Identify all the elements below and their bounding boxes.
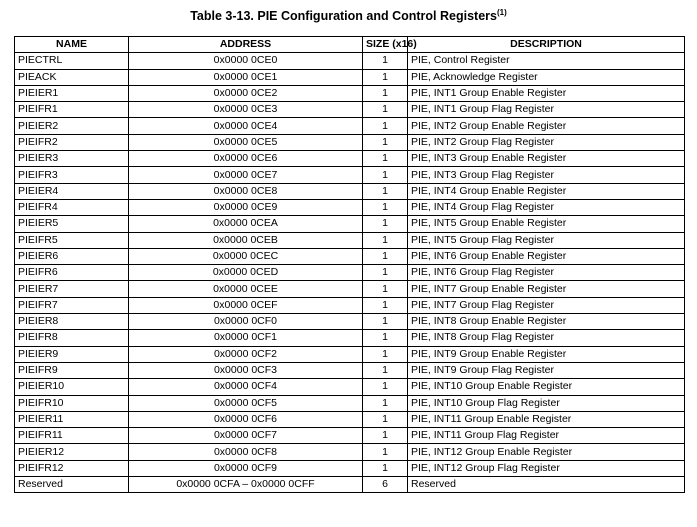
cell-size: 1 (363, 102, 408, 118)
cell-description: PIE, INT8 Group Enable Register (408, 314, 685, 330)
cell-name: PIEIER7 (15, 281, 129, 297)
cell-size: 1 (363, 330, 408, 346)
cell-name: PIEIFR10 (15, 395, 129, 411)
cell-address: 0x0000 0CE7 (129, 167, 363, 183)
cell-name: PIEACK (15, 69, 129, 85)
cell-address: 0x0000 0CEB (129, 232, 363, 248)
cell-name: PIEIER3 (15, 151, 129, 167)
table-row (15, 183, 685, 199)
cell-address: 0x0000 0CE2 (129, 85, 363, 101)
column-header-size: SIZE (x16) (363, 37, 408, 53)
table-row (15, 232, 685, 248)
cell-name: PIEIFR6 (15, 265, 129, 281)
cell-description: PIE, INT12 Group Enable Register (408, 444, 685, 460)
column-header-address: ADDRESS (129, 37, 363, 53)
table-row (15, 428, 685, 444)
cell-name: PIEIFR4 (15, 199, 129, 215)
cell-name: PIEIFR2 (15, 134, 129, 150)
cell-name: PIEIFR11 (15, 428, 129, 444)
cell-size: 1 (363, 297, 408, 313)
cell-name: PIEIER11 (15, 411, 129, 427)
cell-name: PIEIER1 (15, 85, 129, 101)
cell-name: PIEIER6 (15, 248, 129, 264)
table-row (15, 167, 685, 183)
cell-size: 1 (363, 281, 408, 297)
table-row (15, 314, 685, 330)
cell-description: PIE, INT4 Group Enable Register (408, 183, 685, 199)
cell-size: 1 (363, 314, 408, 330)
cell-address: 0x0000 0CEF (129, 297, 363, 313)
cell-size: 1 (363, 167, 408, 183)
table-row (15, 346, 685, 362)
cell-description: PIE, Acknowledge Register (408, 69, 685, 85)
cell-address: 0x0000 0CE3 (129, 102, 363, 118)
cell-name: PIEIER12 (15, 444, 129, 460)
cell-description: PIE, INT3 Group Enable Register (408, 151, 685, 167)
table-caption (0, 8, 697, 24)
cell-size: 1 (363, 216, 408, 232)
cell-name: PIEIFR12 (15, 460, 129, 476)
cell-description: PIE, INT10 Group Flag Register (408, 395, 685, 411)
cell-address: 0x0000 0CE6 (129, 151, 363, 167)
cell-name: PIEIER8 (15, 314, 129, 330)
cell-size: 1 (363, 395, 408, 411)
table-row (15, 460, 685, 476)
cell-description: PIE, INT1 Group Flag Register (408, 102, 685, 118)
footnote-reference: (1) (496, 7, 507, 17)
cell-name: PIEIFR1 (15, 102, 129, 118)
cell-description: Reserved (408, 477, 685, 493)
cell-name: PIEIER2 (15, 118, 129, 134)
cell-name: Reserved (15, 477, 129, 493)
header-row (15, 37, 685, 53)
table-row (15, 281, 685, 297)
cell-name: PIEIFR9 (15, 362, 129, 378)
cell-address: 0x0000 0CE5 (129, 134, 363, 150)
cell-address: 0x0000 0CE4 (129, 118, 363, 134)
cell-size: 1 (363, 428, 408, 444)
table-row (15, 69, 685, 85)
table-row (15, 444, 685, 460)
table-row (15, 216, 685, 232)
cell-address: 0x0000 0CF8 (129, 444, 363, 460)
cell-size: 1 (363, 248, 408, 264)
cell-description: PIE, INT11 Group Enable Register (408, 411, 685, 427)
cell-name: PIEIFR7 (15, 297, 129, 313)
cell-description: PIE, INT5 Group Enable Register (408, 216, 685, 232)
cell-size: 1 (363, 134, 408, 150)
cell-description: PIE, INT2 Group Enable Register (408, 118, 685, 134)
cell-size: 1 (363, 199, 408, 215)
cell-size: 1 (363, 444, 408, 460)
cell-address: 0x0000 0CE0 (129, 53, 363, 69)
cell-size: 1 (363, 265, 408, 281)
cell-address: 0x0000 0CF5 (129, 395, 363, 411)
cell-size: 6 (363, 477, 408, 493)
cell-address: 0x0000 0CF6 (129, 411, 363, 427)
cell-address: 0x0000 0CF7 (129, 428, 363, 444)
table-row (15, 118, 685, 134)
cell-size: 1 (363, 346, 408, 362)
table-row (15, 134, 685, 150)
cell-description: PIE, INT2 Group Flag Register (408, 134, 685, 150)
cell-description: PIE, INT7 Group Flag Register (408, 297, 685, 313)
cell-description: PIE, INT9 Group Flag Register (408, 362, 685, 378)
cell-name: PIEIER9 (15, 346, 129, 362)
cell-size: 1 (363, 379, 408, 395)
cell-address: 0x0000 0CF3 (129, 362, 363, 378)
cell-address: 0x0000 0CE8 (129, 183, 363, 199)
cell-address: 0x0000 0CF1 (129, 330, 363, 346)
cell-name: PIEIFR5 (15, 232, 129, 248)
cell-description: PIE, INT9 Group Enable Register (408, 346, 685, 362)
table-row (15, 199, 685, 215)
cell-size: 1 (363, 232, 408, 248)
cell-size: 1 (363, 85, 408, 101)
table-row (15, 330, 685, 346)
table-row (15, 477, 685, 493)
cell-name: PIEIER10 (15, 379, 129, 395)
cell-name: PIECTRL (15, 53, 129, 69)
cell-description: PIE, INT3 Group Flag Register (408, 167, 685, 183)
cell-address: 0x0000 0CE9 (129, 199, 363, 215)
cell-description: PIE, INT10 Group Enable Register (408, 379, 685, 395)
cell-description: PIE, INT7 Group Enable Register (408, 281, 685, 297)
pie-registers-table (14, 36, 685, 493)
table-row (15, 248, 685, 264)
cell-address: 0x0000 0CEE (129, 281, 363, 297)
column-header-description: DESCRIPTION (408, 37, 685, 53)
table-body (15, 53, 685, 493)
cell-name: PIEIFR8 (15, 330, 129, 346)
table-row (15, 297, 685, 313)
table-row (15, 85, 685, 101)
cell-address: 0x0000 0CEA (129, 216, 363, 232)
cell-size: 1 (363, 53, 408, 69)
cell-description: PIE, Control Register (408, 53, 685, 69)
cell-size: 1 (363, 411, 408, 427)
table-caption-text: Table 3-13. PIE Configuration and Control Registers (190, 9, 497, 23)
cell-description: PIE, INT11 Group Flag Register (408, 428, 685, 444)
table-row (15, 151, 685, 167)
table-row (15, 395, 685, 411)
cell-size: 1 (363, 460, 408, 476)
table-row (15, 53, 685, 69)
cell-size: 1 (363, 69, 408, 85)
cell-description: PIE, INT8 Group Flag Register (408, 330, 685, 346)
table-row (15, 379, 685, 395)
cell-address: 0x0000 0CFA – 0x0000 0CFF (129, 477, 363, 493)
table-row (15, 265, 685, 281)
column-header-name: NAME (15, 37, 129, 53)
table-row (15, 362, 685, 378)
cell-description: PIE, INT12 Group Flag Register (408, 460, 685, 476)
cell-address: 0x0000 0CF2 (129, 346, 363, 362)
cell-address: 0x0000 0CEC (129, 248, 363, 264)
cell-address: 0x0000 0CF4 (129, 379, 363, 395)
cell-address: 0x0000 0CF9 (129, 460, 363, 476)
cell-address: 0x0000 0CED (129, 265, 363, 281)
table-header (15, 37, 685, 53)
cell-size: 1 (363, 118, 408, 134)
table-row (15, 411, 685, 427)
cell-description: PIE, INT6 Group Enable Register (408, 248, 685, 264)
cell-name: PIEIFR3 (15, 167, 129, 183)
cell-size: 1 (363, 151, 408, 167)
cell-name: PIEIER4 (15, 183, 129, 199)
cell-description: PIE, INT6 Group Flag Register (408, 265, 685, 281)
cell-size: 1 (363, 362, 408, 378)
cell-address: 0x0000 0CE1 (129, 69, 363, 85)
cell-description: PIE, INT1 Group Enable Register (408, 85, 685, 101)
cell-address: 0x0000 0CF0 (129, 314, 363, 330)
table-row (15, 102, 685, 118)
cell-size: 1 (363, 183, 408, 199)
cell-description: PIE, INT4 Group Flag Register (408, 199, 685, 215)
cell-description: PIE, INT5 Group Flag Register (408, 232, 685, 248)
cell-name: PIEIER5 (15, 216, 129, 232)
